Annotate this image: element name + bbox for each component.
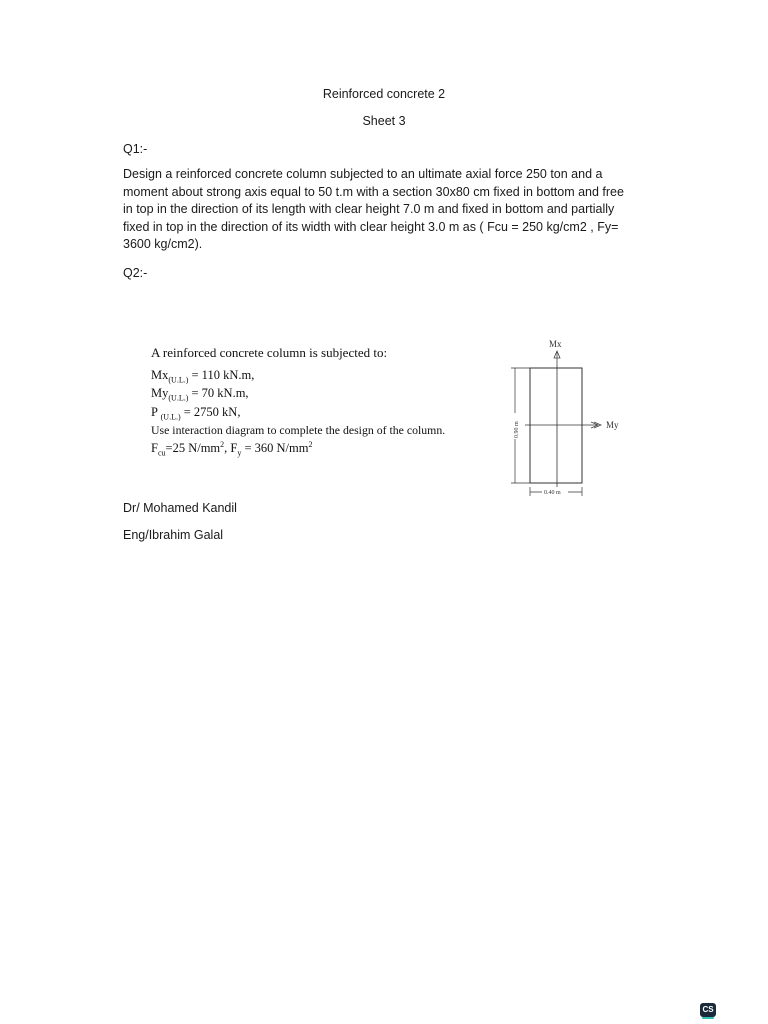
my-axis-label: My [606,420,619,430]
height-dimension-label: 0.90 m [514,421,520,438]
fcu-subscript: cu [157,448,166,458]
q1-line: in top in the direction of its length with clear height 7.0 m and fixed in bottom and partially [123,202,615,217]
column-section-diagram [495,335,645,505]
document-title: Reinforced concrete 2 [322,87,446,101]
width-dimension-label: 0.40 m [544,490,561,496]
q1-paragraph [123,166,643,254]
fcu-superscript: 2 [220,439,225,449]
q1-line: 3600 kg/cm2). [123,237,203,252]
doctor-name: Dr/ Mohamed Kandil [123,501,237,515]
q2-my-line [151,387,471,405]
fy-subscript: y [237,448,242,458]
mx-symbol: Mx [151,368,169,382]
q2-instruction: Use interaction diagram to complete the design of the column. [151,422,446,437]
fy-value: = 360 N/mm [241,440,309,455]
document-subtitle: Sheet 3 [362,114,406,128]
mx-value: = 110 kN.m, [188,368,255,382]
p-symbol: P [151,404,161,419]
q2-label: Q2:- [123,266,148,280]
mx-axis-label: Mx [549,339,562,349]
fcu-value: =25 N/mm [165,440,221,455]
q1-line: moment about strong axis equal to 50 t.m with a section 30x80 cm fixed in bottom and free [123,184,624,199]
p-subscript: (U.L.) [160,412,181,422]
camscanner-logo: CS [700,1003,716,1017]
my-subscript: (U.L.) [168,393,189,403]
q1-label: Q1:- [123,142,148,156]
q2-intro: A reinforced concrete column is subjected to: [151,345,388,360]
q2-materials [151,438,471,460]
my-value: = 70 kN.m, [188,386,249,401]
q2-mx-line [151,369,471,387]
column-section-rect [530,368,582,483]
engineer-name: Eng/Ibrahim Galal [123,528,224,542]
q1-line: Design a reinforced concrete column subjected to an ultimate axial force 250 ton and a [123,167,603,181]
mx-subscript: (U.L.) [168,375,189,385]
q2-p-line [151,406,471,424]
fy-symbol: , F [224,440,238,455]
my-symbol: My [151,386,169,401]
fy-superscript: 2 [308,439,313,449]
q1-line: fixed in top in the direction of its width with clear height 3.0 m as ( Fcu = 250 kg/cm2 , Fy= [123,219,619,234]
fcu-symbol: F [151,440,158,455]
q2-problem-block [151,345,471,460]
p-value: = 2750 kN, [180,404,241,419]
